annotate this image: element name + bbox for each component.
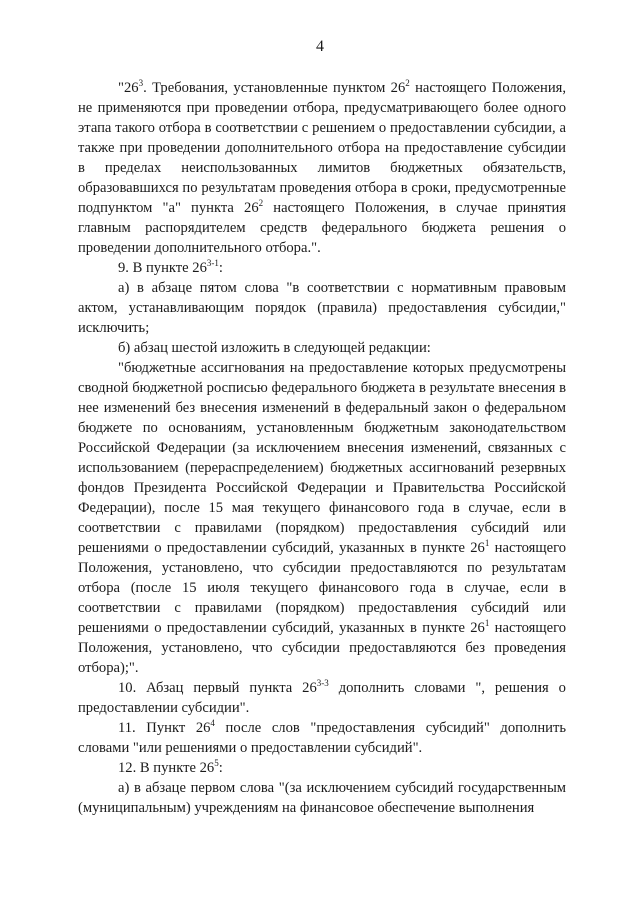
paragraph-item-9: 9. В пункте 26$^{3-1}$:: [118, 258, 223, 276]
paragraph-item-12a: а) в абзаце первом слова "(за исключением субсидий государственным (муниципальным) учреждениям на финансовое обеспечение выполнения: [78, 780, 566, 816]
paragraph-item-11: 11. Пункт $26^4$ после слов "предоставления субсидий" дополнить словами "или решениями о предоставлении субсидий".: [78, 718, 566, 756]
paragraph-item-9b-text: "бюджетные ассигнования на предоставление которых предусмотрены сводной бюджетной росписью федерального бюджета в результате внесения в нее изменений без внесения изменений в федеральный закон о федеральном бюджете по основаниям, установленным бюджетным законодательством Российской Федерации (за исключением внесения изменений, связанных с использованием (перераспределением) бюджетных ассигнований резервных фондов Президента Российской Федерации и Правительства Российской Федерации), после 15 мая текущего финансового года в случае, если в соответствии с правилами (порядком) предоставления субсидий или решениями о предоставлении субсидий, указанных в пункте $26^1$ настоящего Положения, установлено, что субсидии предоставляются по результатам отбора (после 15 июля текущего финансового года в случае, если в соответствии с правилами (порядком) предоставления субсидий или решениями о предоставлении субсидий, указанных в пункте $26^1$ настоящего Положения, установлено, что субсидии предоставляются без проведения отбора);".: [78, 360, 566, 676]
page-number: 4: [316, 38, 324, 55]
paragraph-item-12: 12. В пункте $26^5$:: [118, 758, 223, 776]
paragraph-item-9a: а) в абзаце пятом слова "в соответствии с нормативным правовым актом, устанавливающим порядок (правила) предоставления субсидии," исключить;: [78, 280, 566, 336]
document-body: [78, 78, 566, 818]
paragraph-26-3-text: "$26^3$. Требования, установленные пунктом $26^2$ настоящего Положения, не применяются при проведении отбора, предусматривающего более одного этапа такого отбора в соответствии с решением о предоставлении субсидии, а также при проведении дополнительного отбора на предоставление субсидии в пределах неиспользованных лимитов бюджетных обязательств, образовавшихся по результатам проведения отбора в сроки, предусмотренные подпунктом "а" пункта $26^2$ настоящего Положения, в случае принятия главным распорядителем средств федерального бюджета решения о проведении дополнительного отбора.".: [78, 78, 566, 256]
paragraph-item-10: 10. Абзац первый пункта 26$^{3-3}$ дополнить словами ", решения о предоставлении субсидии".: [78, 678, 566, 716]
paragraph-item-9b: б) абзац шестой изложить в следующей редакции:: [118, 340, 431, 356]
